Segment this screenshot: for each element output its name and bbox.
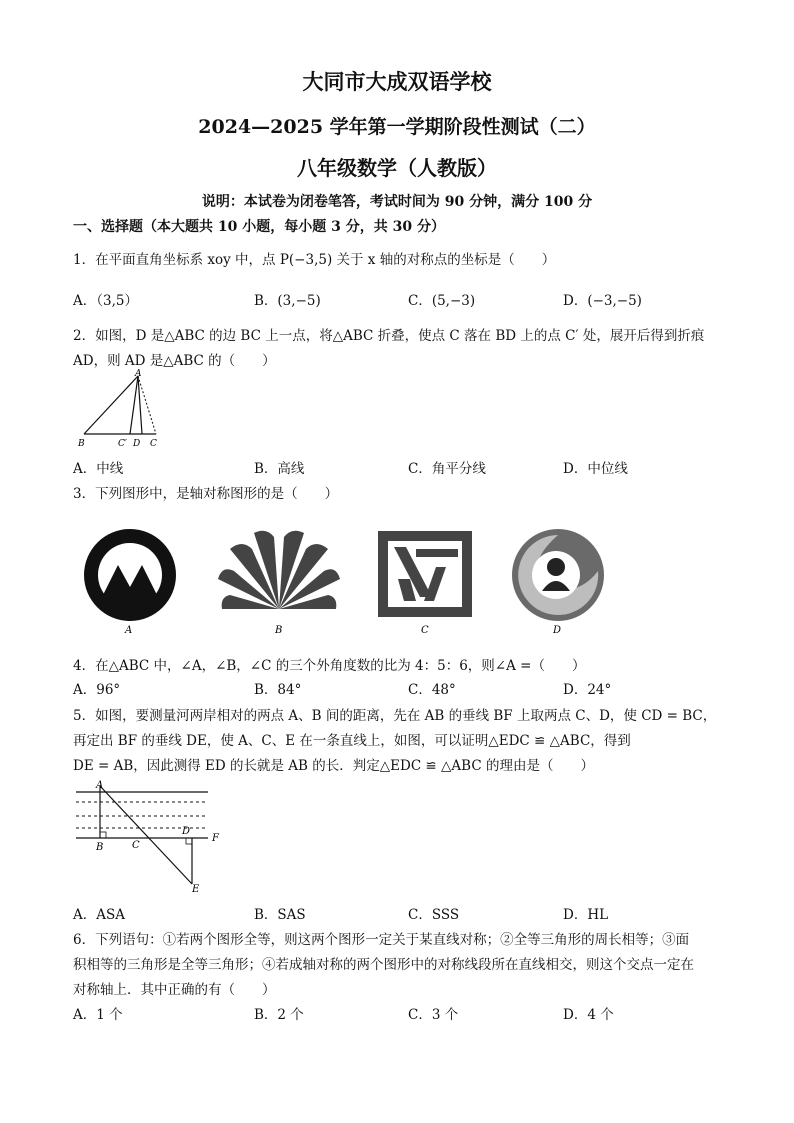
q3-logo-d [508, 527, 608, 639]
q4-option-b: B．84° [254, 682, 302, 698]
q3-label-a: A [125, 625, 133, 636]
q2-option-c: C．角平分线 [408, 461, 486, 477]
q5-option-b: B．SAS [254, 907, 306, 923]
q5-stem-line3: DE = AB，因此测得 ED 的长就是 AB 的长．判定△EDC ≌ △ABC 的理由是（ ） [73, 758, 594, 774]
q5-option-a: A．ASA [73, 907, 125, 923]
q3-label-d: D [553, 625, 562, 636]
q2-label-a: A [135, 369, 142, 379]
q3-logo-b [214, 527, 344, 639]
q2-option-a: A．中线 [73, 461, 124, 477]
q5-stem-line1: 5．如图，要测量河两岸相对的两点 A、B 间的距离，先在 AB 的垂线 BF 上取两点 C、D，使 CD = BC， [73, 708, 717, 724]
q5-option-c: C．SSS [408, 907, 460, 923]
q5-river-figure [74, 778, 224, 894]
q1-option-c: C．(5,−3) [408, 293, 476, 309]
q1-option-a: A．（3,5） [73, 293, 138, 309]
q3-logo-a [80, 527, 180, 639]
q5-stem-line2: 再定出 BF 的垂线 DE，使 A、C、E 在一条直线上，如图，可以证明△EDC ≌ △ABC，得到 [73, 733, 631, 749]
q5-option-d: D．HL [563, 907, 609, 923]
q2-option-b: B．高线 [254, 461, 305, 477]
q1-option-d: D．(−3,−5) [563, 293, 642, 309]
q5-label-a: A [96, 780, 104, 791]
q2-stem-line2: AD，则 AD 是△ABC 的（ ） [73, 353, 276, 369]
q6-option-a: A．1 个 [73, 1007, 123, 1023]
q2-stem-line1: 2．如图，D 是△ABC 的边 BC 上一点，将△ABC 折叠，使点 C 落在 BD 上的点 C′ 处，展开后得到折痕 [73, 328, 705, 344]
q1-stem: 1．在平面直角坐标系 xoy 中，点 P(−3,5) 关于 x 轴的对称点的坐标是（ ） [73, 252, 556, 268]
q3-stem: 3．下列图形中，是轴对称图形的是（ ） [73, 486, 339, 502]
q2-label-d: D [133, 439, 141, 449]
exam-note: 说明：本试卷为闭卷笔答，考试时间为 90 分钟，满分 100 分 [201, 194, 593, 210]
q6-option-d: D．4 个 [563, 1007, 614, 1023]
q6-stem-line2: 积相等的三角形是全等三角形；④若成轴对称的两个图形中的对称线段所在直线相交，则这个交点一定在 [73, 957, 694, 973]
q4-option-c: C．48° [408, 682, 456, 698]
q4-stem: 4．在△ABC 中，∠A，∠B，∠C 的三个外角度数的比为 4：5：6，则∠A =（ ） [73, 658, 586, 674]
exam-title: 2024—2025 学年第一学期阶段性测试（二） [198, 116, 596, 138]
q2-option-d: D．中位线 [563, 461, 628, 477]
q6-option-c: C．3 个 [408, 1007, 459, 1023]
q1-option-b: B．(3,−5) [254, 293, 321, 309]
q5-label-e: E [192, 884, 200, 894]
q2-triangle-figure [76, 368, 176, 452]
q2-label-b: B [78, 439, 85, 449]
subject-title: 八年级数学（人教版） [297, 156, 497, 180]
q3-label-c: C [421, 625, 429, 636]
q5-label-b: B [96, 842, 104, 853]
q3-label-b: B [275, 625, 283, 636]
q2-label-c: C [150, 439, 157, 449]
q6-option-b: B．2 个 [254, 1007, 304, 1023]
section-heading: 一、选择题（本大题共 10 小题，每小题 3 分，共 30 分） [73, 219, 445, 235]
q6-stem-line3: 对称轴上．其中正确的有（ ） [73, 982, 276, 998]
q5-label-d: D [182, 826, 191, 837]
q5-label-c: C [132, 840, 140, 851]
q5-label-f: F [212, 833, 219, 844]
q2-label-c-prime: C′ [118, 439, 127, 449]
school-title: 大同市大成双语学校 [302, 69, 492, 94]
q4-option-d: D．24° [563, 682, 612, 698]
q3-logo-c [376, 527, 476, 639]
q6-stem-line1: 6．下列语句：①若两个图形全等，则这两个图形一定关于某直线对称；②全等三角形的周长相等；③面 [73, 932, 690, 948]
q4-option-a: A．96° [73, 682, 121, 698]
